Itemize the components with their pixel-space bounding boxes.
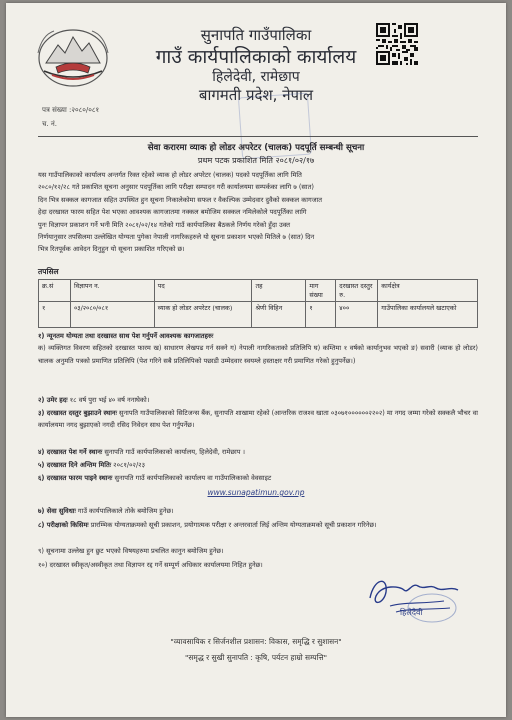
table-cell: १ (306, 302, 336, 328)
table-header-row (39, 280, 478, 302)
item-body: सुनापति गाउँ कार्यपालिकाको कार्यालय, हिलेदेवी, रामेछाप । (104, 448, 245, 456)
item-heading: १) न्यूनतम योग्यता तथा दरखास्त साथ पेश गर्नुपर्ने आवश्यक कागजातहरुः (38, 332, 214, 340)
item-body: गाउँ कार्यपालिकाले तोके बमोजिम हुनेछ। (77, 507, 174, 515)
column-header: माग संख्या (306, 280, 336, 302)
column-header: विज्ञापन न. (70, 280, 154, 302)
item-body: क) व्यक्तिगत विवरण सहितको दरखास्त फारम ख) साधारण लेखपढ गर्न सक्ने ग) नेपाली नागरिकताको प्रतिलिपि घ) कम्तिमा १ वर्षको कार्यानुभव भएको ङ) सवारी (व्याक हो लोडर) चालक अनुमति पत्रको प्रमाणित प्रतिलिपि (पेश गरिने सबै प्रतिलिपिको पछाडी उम्मेदवार स्वयम्ले हस्ताक्षर गरी प्रमाणित गरेको हुनुपर्नेछ।) (38, 344, 478, 365)
office-address: हिलेदेवी, रामेछाप (212, 69, 300, 85)
column-header: कार्यक्षेत्र (378, 280, 478, 302)
municipality-name: सुनापति गाउँपालिका (200, 26, 312, 44)
header-divider (38, 136, 478, 137)
column-header: दरखास्त दस्तुर रु. (336, 280, 378, 302)
table-cell: १ (39, 302, 71, 328)
item-requirements (38, 330, 478, 367)
notice-subtitle: प्रथम पटक प्रकाशित मिति २०८१/०२/१७ (197, 156, 315, 165)
item-exam-type (38, 519, 478, 531)
item-age-limit (38, 394, 478, 406)
table-label: तपसिल (38, 267, 59, 276)
item-heading: ६) दरखास्त फारम पाइने स्थानः (38, 474, 113, 482)
website-link[interactable] (6, 488, 506, 497)
table-cell: ०३/२०८०/०८१ (70, 302, 154, 328)
item-body: प्रारम्भिक योग्यताक्रमको सूची प्रकाशन, प्रयोगात्मक परीक्षा र अन्तरवार्ता लिई अन्तिम योग्यताक्रमको सूची प्रकाशन गरिनेछ। (90, 521, 377, 529)
notice-title: सेवा करारमा व्याक हो लोडर अपरेटर (चालक) पदपूर्ति सम्बन्धी सूचना (147, 143, 365, 153)
table-row (39, 302, 478, 328)
letter-number: पत्र संख्या :२०८०/०८१ (42, 106, 100, 114)
table-cell: ४०० (336, 302, 378, 328)
table-cell: गाउँपालिका कार्यालयले खटाएको (378, 302, 478, 328)
item-facilities (38, 505, 478, 517)
item-deadline (38, 459, 478, 471)
item-form-place (38, 472, 478, 484)
table-cell: श्रेणी विहिन (252, 302, 306, 328)
item-body: सुनापति गाउँपालिकाको सिटिजन्स बैंक, सुनापति शाखामा रहेको (आन्तरिक राजश्व खाता ०३०७१००००००२२०२) मा नगद जम्मा गरेको सक्कलै भौचर वा कार्यालयमा नगद बुझाएको नगदी रसिद निवेदन साथ पेश गर्नुपर्नेछ। (38, 409, 478, 430)
item-body: सुनापति गाउँ कार्यपालिकाको कार्यालय वा गाउँपालिकाको वेवसाइट (114, 474, 272, 482)
item-rights: १०) दरखास्त स्वीकृत/अस्वीकृत तथा विज्ञापन रद्द गर्ने सम्पूर्ण अधिकार कार्यालयमा निहित हुनेछ। (38, 561, 263, 569)
item-body: २०८१/०२/२३ (113, 461, 146, 469)
item-heading: ४) दरखास्त पेश गर्ने स्थानः (38, 448, 103, 456)
item-fee-place (38, 407, 478, 432)
footer-slogan-2: "समृद्ध र सुखी सुनापति : कृषि, पर्यटन हाम्रो सम्पत्ति" (185, 653, 327, 662)
office-name: गाउँ कार्यपालिकाको कार्यालय (155, 46, 357, 68)
item-body: १८ वर्ष पुरा भई ४० वर्ष ननाघेको। (69, 396, 150, 404)
footer-slogan-1: "व्यावसायिक र सिर्जनशील प्रशासन: विकास, समृद्धि र सुशासन" (170, 637, 342, 646)
signature-name: हिलेदेवी (400, 608, 423, 617)
item-law: ९) सूचनामा उल्लेख हुन छुट भएको विषयहरुमा प्रचलित कानुन बमोजिम हुनेछ। (38, 547, 224, 555)
item-heading: २) उमेर हदः (38, 396, 68, 404)
notice-paper (6, 3, 506, 717)
column-header: पद (154, 280, 252, 302)
website-url[interactable]: www.sunapatimun.gov.np (207, 488, 305, 497)
item-heading: ५) दरखास्त दिने अन्तिम मितिः (38, 461, 112, 469)
province-country: बागमती प्रदेश, नेपाल (198, 86, 314, 104)
column-header: क्र.सं (39, 280, 71, 302)
column-header: तह (252, 280, 306, 302)
item-heading: ३) दरखास्त दस्तुर बुझाउने स्थानः (38, 409, 117, 417)
item-heading: ७) सेवा सुविधाः (38, 507, 76, 515)
dispatch-number: च. नं. (42, 120, 58, 128)
item-submit-place (38, 446, 478, 458)
table-cell: व्याक हो लोडर अपरेटर (चालक) (154, 302, 252, 328)
notice-paragraph: यस गाउँपालिकाको कार्यालय अन्तर्गत रिक्त रहेको व्याक हो लोडर अपरेटर (चालक) पदको पदपूर्तिका लागि मिति २०८०/१२/२८ गते प्रकाशित सूचना अनुसार पदपूर्तिका लागि परीक्षा सम्पादन गरी कार्यालयमा सम्पर्कका लागि ७ (सात) दिन भित्र सक्कल कागजात सहित उपस्थित हुन सूचना निकालेकोमा सफल र वैकल्पिक उम्मेदवार दुवैको सक्कल कागजात हेदा दरखास्त फारम सहित पेश भएका आवश्यक कागजातमा नक्कल बमोजिम सक्कल नमिलेकोले पदपूर्तिका लागि पुनः विज्ञापन प्रकाशन गर्ने भनी मिति २०८१/०२/१४ गतेको गाउँ कार्यपालिका बैठकले निर्णय गरेको हुँदा उक्त निर्णयानुसार तपसिलमा उल्लेखित योग्यता पुगेका नेपाली नागरिकहरुले यो सूचना प्रकाशन भएको मितिले ७ (सात) दिन भित्र रितपूर्वक आवेदन दिनुहुन यो सूचना प्रकाशित गरिएको छ। (38, 171, 323, 254)
item-heading: ८) परीक्षाको किसिमः (38, 521, 89, 529)
vacancy-table (38, 279, 478, 328)
